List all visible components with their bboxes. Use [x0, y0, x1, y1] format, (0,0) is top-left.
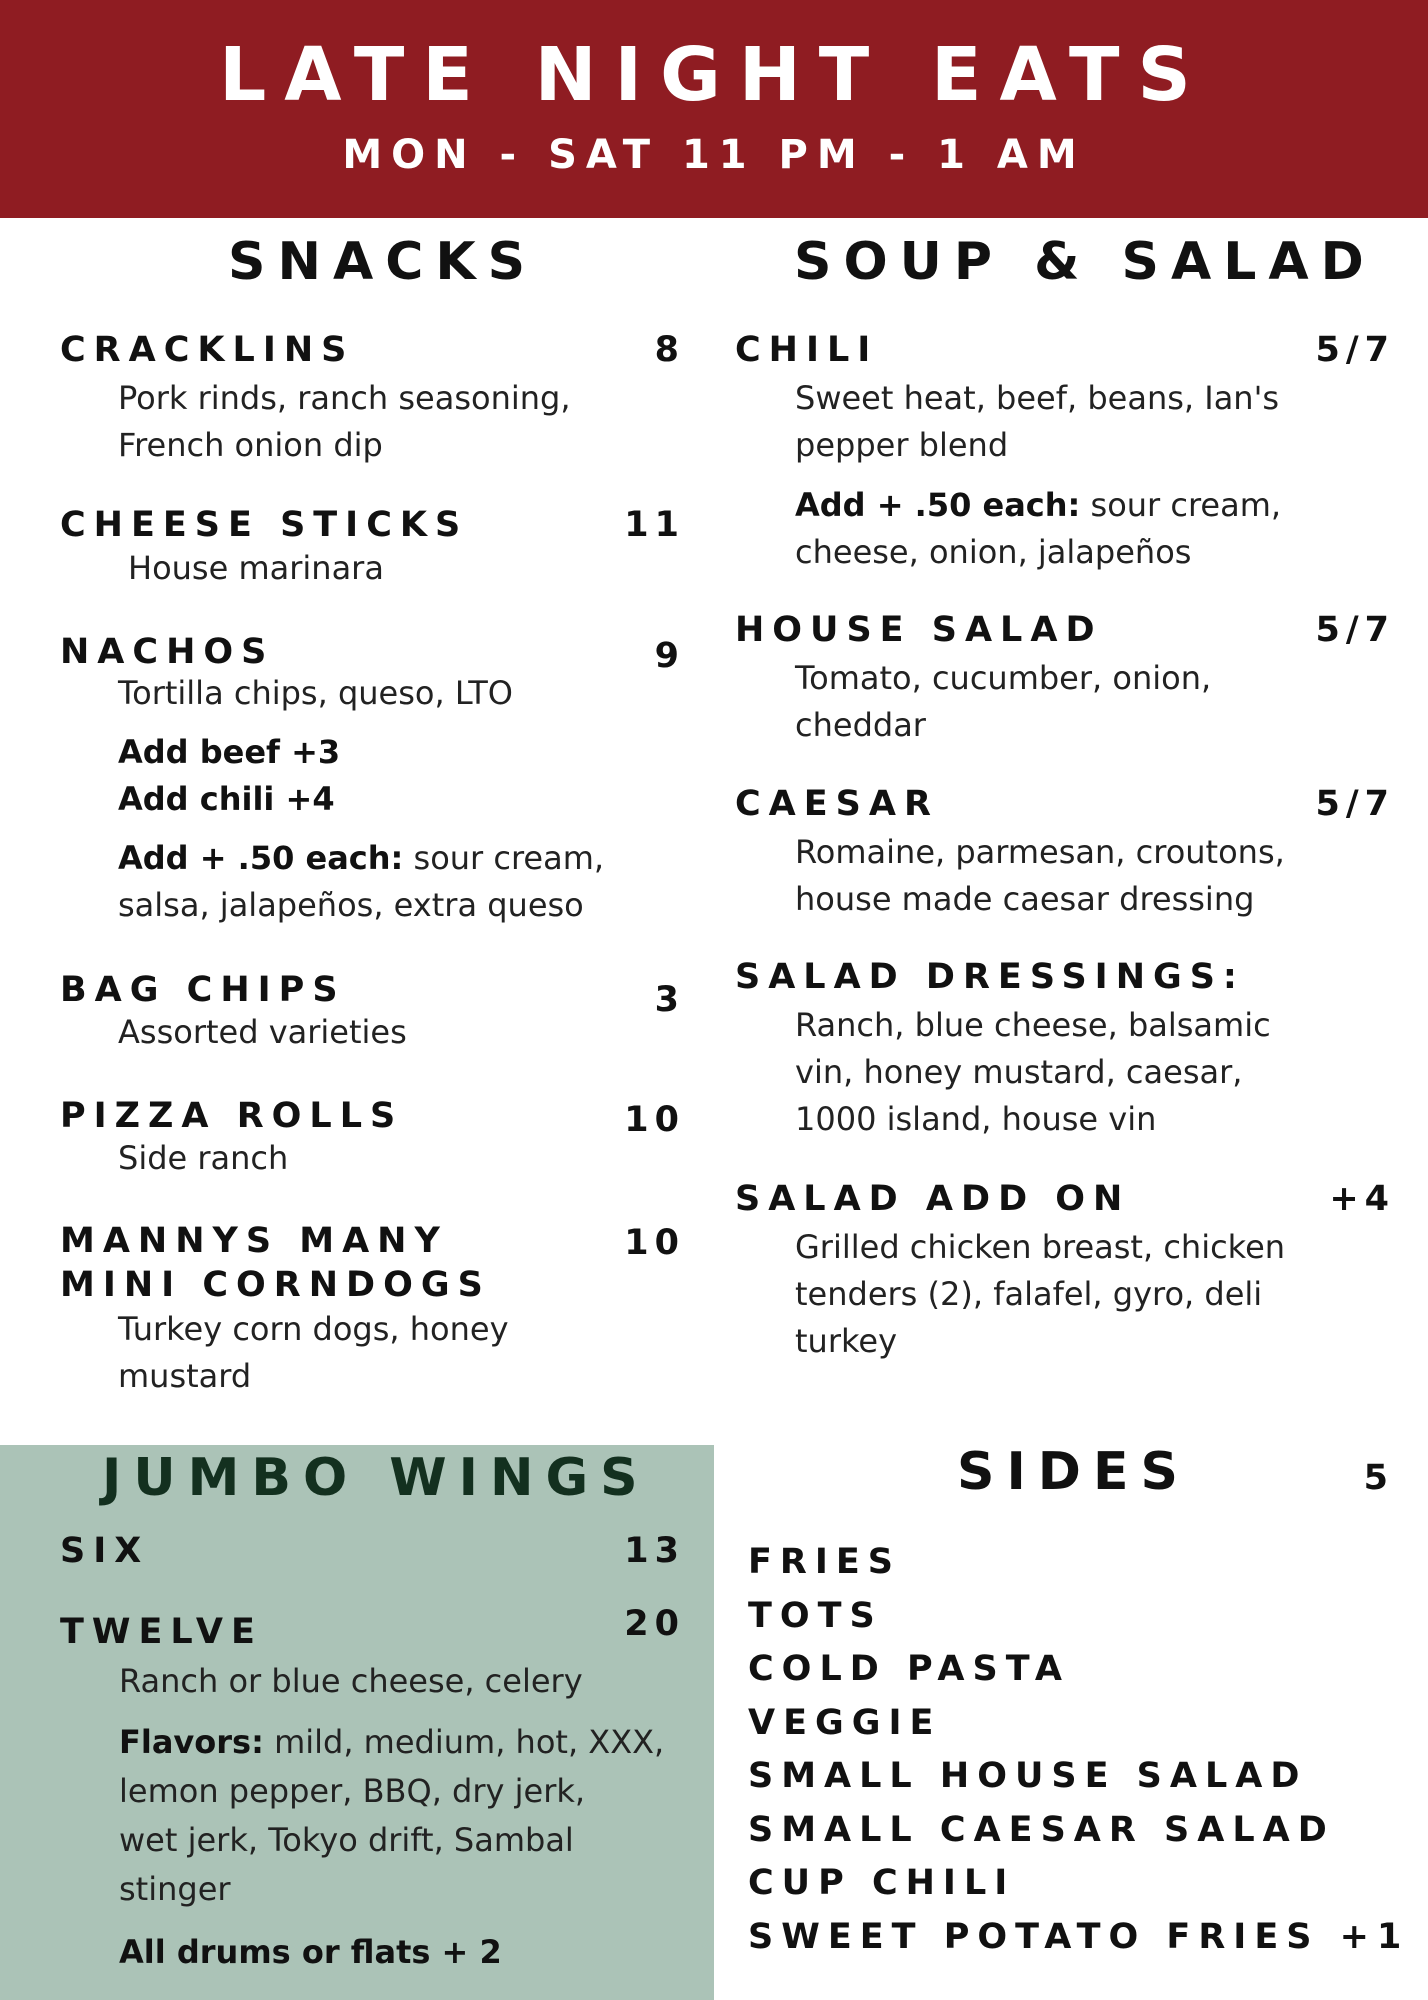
sides-heading: SIDES [957, 1442, 1190, 1502]
side-item: SMALL CAESAR SALAD [748, 1809, 1335, 1850]
item-desc-line: Tortilla chips, queso, LTO [118, 674, 513, 712]
item-desc-line: Pork rinds, ranch seasoning, [118, 379, 571, 417]
wings-heading: JUMBO WINGS [102, 1448, 650, 1508]
menu-item-salad-dressings [735, 954, 1395, 1143]
item-price: 5/7 [1315, 330, 1395, 370]
item-desc-line: Romaine, parmesan, croutons, [795, 833, 1285, 871]
menu-item-cheese-sticks [60, 502, 685, 592]
item-name: CAESAR [735, 784, 939, 824]
item-desc-line: turkey [795, 1322, 897, 1360]
item-name: CHEESE STICKS [60, 505, 469, 545]
header-banner [0, 0, 1428, 218]
addon-text: sour cream, [1080, 486, 1282, 524]
item-price: 5/7 [1315, 784, 1395, 824]
flavors-line: lemon pepper, BBQ, dry jerk, [119, 1772, 586, 1810]
wings-item-twelve [60, 1604, 685, 1977]
menu-item-chili [735, 327, 1395, 576]
menu-title: LATE NIGHT EATS [219, 32, 1209, 118]
item-desc-line: Grilled chicken breast, chicken [795, 1228, 1286, 1266]
addon-label: Add + .50 each: [795, 486, 1081, 524]
item-price: +4 [1329, 1179, 1395, 1219]
side-item: SWEET POTATO FRIES +1 [748, 1916, 1410, 1957]
item-name: MINI CORNDOGS [60, 1265, 491, 1305]
item-desc-line: pepper blend [795, 426, 1009, 464]
item-price: 11 [624, 505, 685, 545]
item-name: SALAD ADD ON [735, 1179, 1131, 1219]
side-item: COLD PASTA [748, 1649, 1070, 1689]
item-desc-line: Side ranch [118, 1139, 289, 1177]
item-desc-line: Ranch, blue cheese, balsamic [795, 1006, 1271, 1044]
addon-line: salsa, jalapeños, extra queso [118, 886, 584, 924]
menu-item-nachos [60, 629, 685, 929]
item-name: TWELVE [60, 1612, 263, 1652]
menu-item-bag-chips [60, 967, 685, 1056]
item-name: HOUSE SALAD [735, 610, 1103, 650]
item-price: 20 [624, 1604, 685, 1644]
flavors-line: mild, medium, hot, XXX, [263, 1723, 665, 1761]
menu-item-pizza-rolls [60, 1093, 685, 1182]
menu-item-mini-corndogs [60, 1218, 685, 1400]
menu-item-house-salad [735, 607, 1395, 749]
menu-item-cracklins [60, 327, 685, 469]
flavors-line: stinger [119, 1870, 231, 1908]
item-desc-line: 1000 island, house vin [795, 1100, 1157, 1138]
item-desc-line: mustard [118, 1357, 252, 1395]
item-price: 5/7 [1315, 610, 1395, 650]
side-item: TOTS [748, 1595, 883, 1636]
wings-desc: Ranch or blue cheese, celery [119, 1662, 583, 1700]
side-item: CUP CHILI [748, 1863, 1016, 1903]
sides-price: 5 [1363, 1458, 1394, 1498]
item-desc-line: Turkey corn dogs, honey [118, 1310, 509, 1348]
menu-hours: MON - SAT 11 PM - 1 AM [342, 132, 1086, 178]
menu-item-salad-add-on [735, 1176, 1395, 1365]
item-name: CRACKLINS [60, 330, 355, 370]
side-item: SMALL HOUSE SALAD [748, 1756, 1308, 1796]
item-price: 9 [654, 636, 685, 676]
item-desc-line: House marinara [128, 549, 384, 587]
item-desc-line: tenders (2), falafel, gyro, deli [795, 1275, 1263, 1313]
item-price: 3 [654, 980, 685, 1020]
item-name: SIX [60, 1531, 150, 1571]
item-desc-line: house made caesar dressing [795, 880, 1255, 918]
item-name: BAG CHIPS [60, 970, 346, 1010]
soup-salad-heading: SOUP & SALAD [794, 232, 1376, 292]
item-name: PIZZA ROLLS [60, 1096, 404, 1136]
nachos-extra: Add chili +4 [118, 780, 335, 818]
item-name: MANNYS MANY [60, 1221, 448, 1261]
item-desc-line: cheddar [795, 706, 926, 744]
item-price: 10 [624, 1223, 685, 1263]
side-item: VEGGIE [748, 1702, 942, 1743]
item-desc-line: French onion dip [118, 426, 383, 464]
side-item: FRIES [748, 1542, 901, 1582]
nachos-extra: Add beef +3 [118, 733, 341, 771]
wings-item-six [60, 1528, 685, 1574]
addon-line: cheese, onion, jalapeños [795, 533, 1192, 571]
item-desc-line: vin, honey mustard, caesar, [795, 1053, 1243, 1091]
item-price: 8 [654, 330, 685, 370]
item-desc-line: Sweet heat, beef, beans, Ian's [795, 379, 1280, 417]
item-price: 13 [624, 1531, 685, 1571]
item-desc-line: Assorted varieties [118, 1013, 407, 1051]
menu-item-caesar [735, 781, 1395, 923]
addon-text: sour cream, [403, 839, 605, 877]
item-price: 10 [624, 1100, 685, 1140]
addon-label: Add + .50 each: [118, 839, 404, 877]
item-name: NACHOS [60, 632, 275, 672]
item-name: CHILI [735, 330, 879, 370]
flavors-line: wet jerk, Tokyo drift, Sambal [119, 1821, 574, 1859]
flavors-label: Flavors: [119, 1723, 264, 1761]
item-desc-line: Tomato, cucumber, onion, [795, 659, 1212, 697]
wings-note: All drums or flats + 2 [119, 1933, 502, 1971]
item-name: SALAD DRESSINGS: [735, 957, 1245, 997]
snacks-heading: SNACKS [228, 232, 538, 292]
sides-list [748, 1536, 1409, 1964]
